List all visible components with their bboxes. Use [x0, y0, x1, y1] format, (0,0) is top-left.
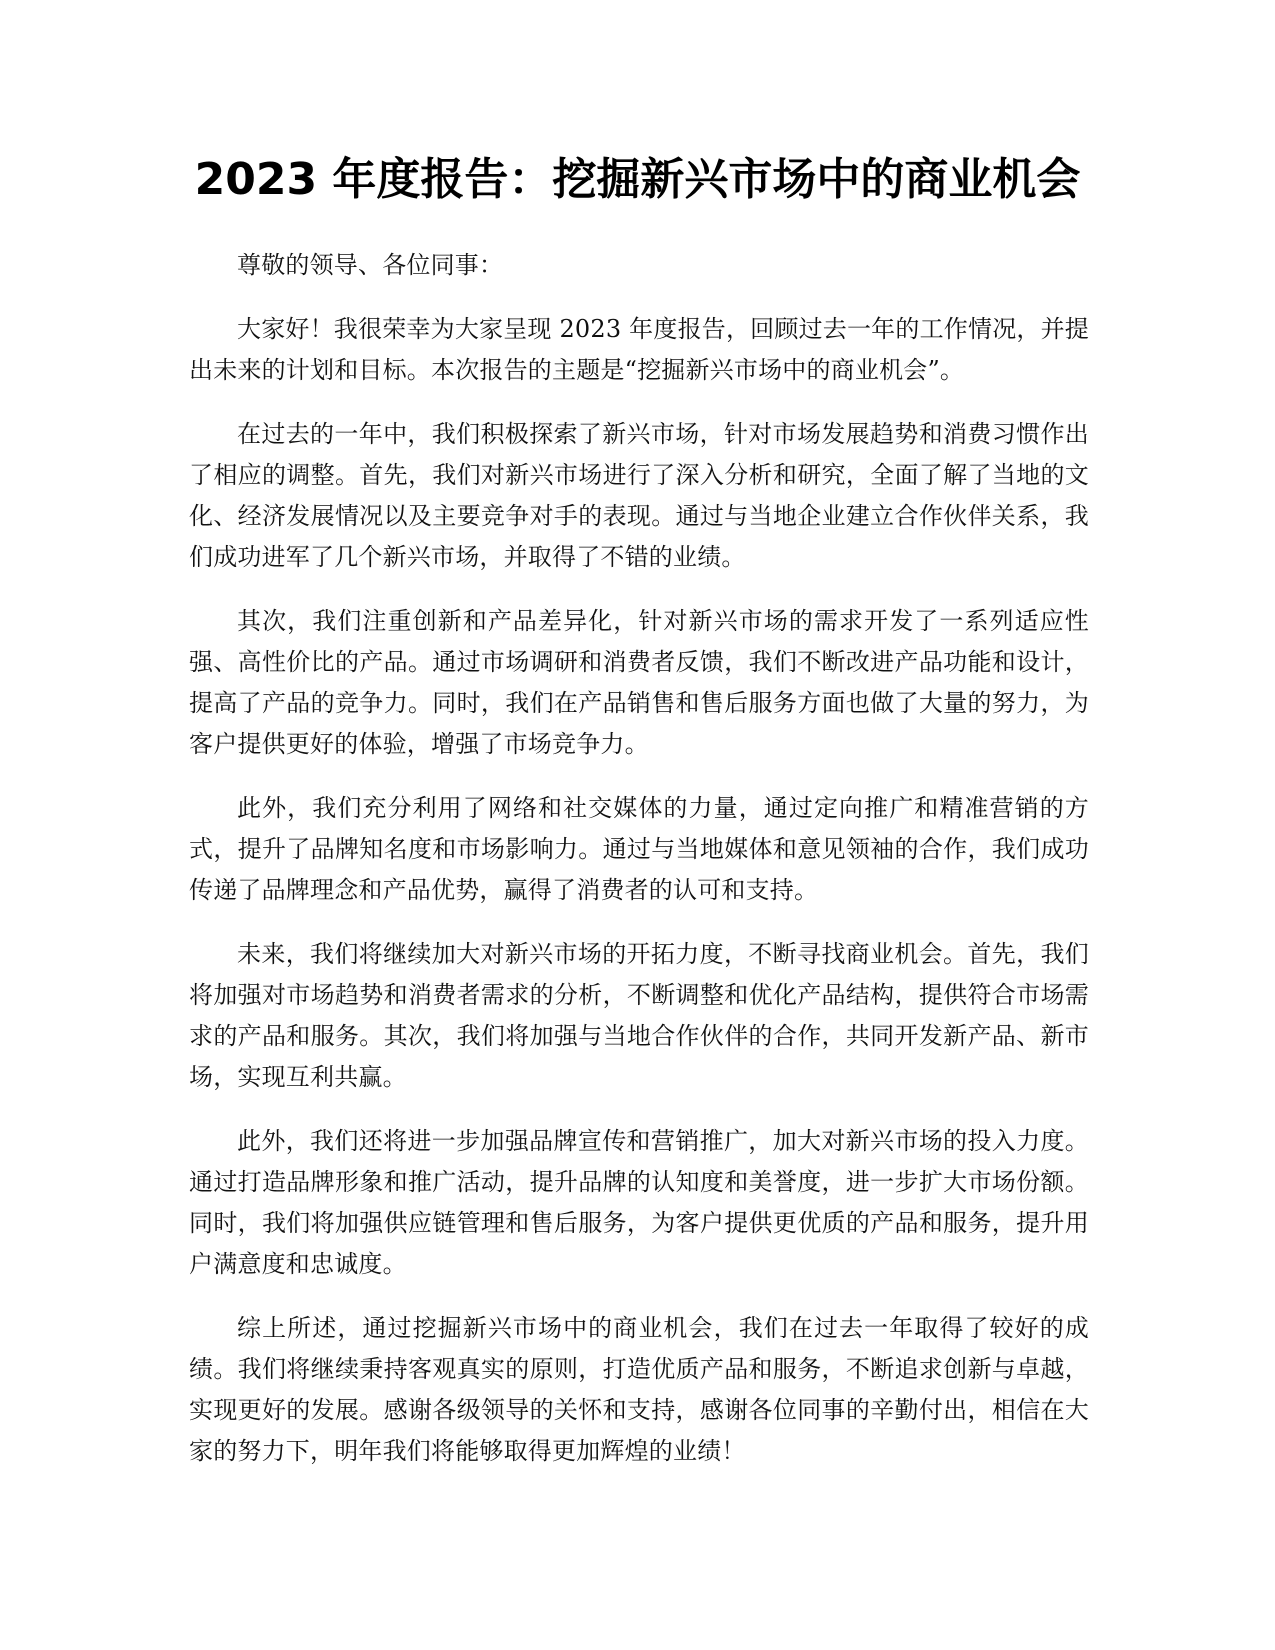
- paragraph-brand-promotion: 此外，我们还将进一步加强品牌宣传和营销推广，加大对新兴市场的投入力度。通过打造品牌形象和推广活动，提升品牌的认知度和美誉度，进一步扩大市场份额。同时，我们将加强供应链管理和售后服务，为客户提供更优质的产品和服务，提升用户满意度和忠诚度。: [189, 1127, 1089, 1278]
- document-body: [189, 245, 1089, 1495]
- paragraph-salutation: 尊敬的领导、各位同事：: [237, 251, 504, 279]
- paragraph-social-media-marketing: 此外，我们充分利用了网络和社交媒体的力量，通过定向推广和精准营销的方式，提升了品牌知名度和市场影响力。通过与当地媒体和意见领袖的合作，我们成功传递了品牌理念和产品优势，赢得了消费者的认可和支持。: [189, 794, 1089, 904]
- paragraph-product-innovation: 其次，我们注重创新和产品差异化，针对新兴市场的需求开发了一系列适应性强、高性价比的产品。通过市场调研和消费者反馈，我们不断改进产品功能和设计，提高了产品的竞争力。同时，我们在产品销售和售后服务方面也做了大量的努力，为客户提供更好的体验，增强了市场竞争力。: [189, 607, 1089, 758]
- document-title: 2023 年度报告：挖掘新兴市场中的商业机会: [194, 154, 1081, 205]
- paragraph-conclusion: 综上所述，通过挖掘新兴市场中的商业机会，我们在过去一年取得了较好的成绩。我们将继续秉持客观真实的原则，打造优质产品和服务，不断追求创新与卓越，实现更好的发展。感谢各级领导的关怀和支持，感谢各位同事的辛勤付出，相信在大家的努力下，明年我们将能够取得更加辉煌的业绩！: [189, 1314, 1089, 1465]
- paragraph-market-exploration: 在过去的一年中，我们积极探索了新兴市场，针对市场发展趋势和消费习惯作出了相应的调整。首先，我们对新兴市场进行了深入分析和研究，全面了解了当地的文化、经济发展情况以及主要竞争对手的表现。通过与当地企业建立合作伙伴关系，我们成功进军了几个新兴市场，并取得了不错的业绩。: [189, 420, 1089, 571]
- paragraph-introduction: 大家好！我很荣幸为大家呈现 2023 年度报告，回顾过去一年的工作情况，并提出未来的计划和目标。本次报告的主题是“挖掘新兴市场中的商业机会”。: [189, 315, 1089, 384]
- paragraph-future-plans: 未来，我们将继续加大对新兴市场的开拓力度，不断寻找商业机会。首先，我们将加强对市场趋势和消费者需求的分析，不断调整和优化产品结构，提供符合市场需求的产品和服务。其次，我们将加强与当地合作伙伴的合作，共同开发新产品、新市场，实现互利共赢。: [189, 940, 1089, 1091]
